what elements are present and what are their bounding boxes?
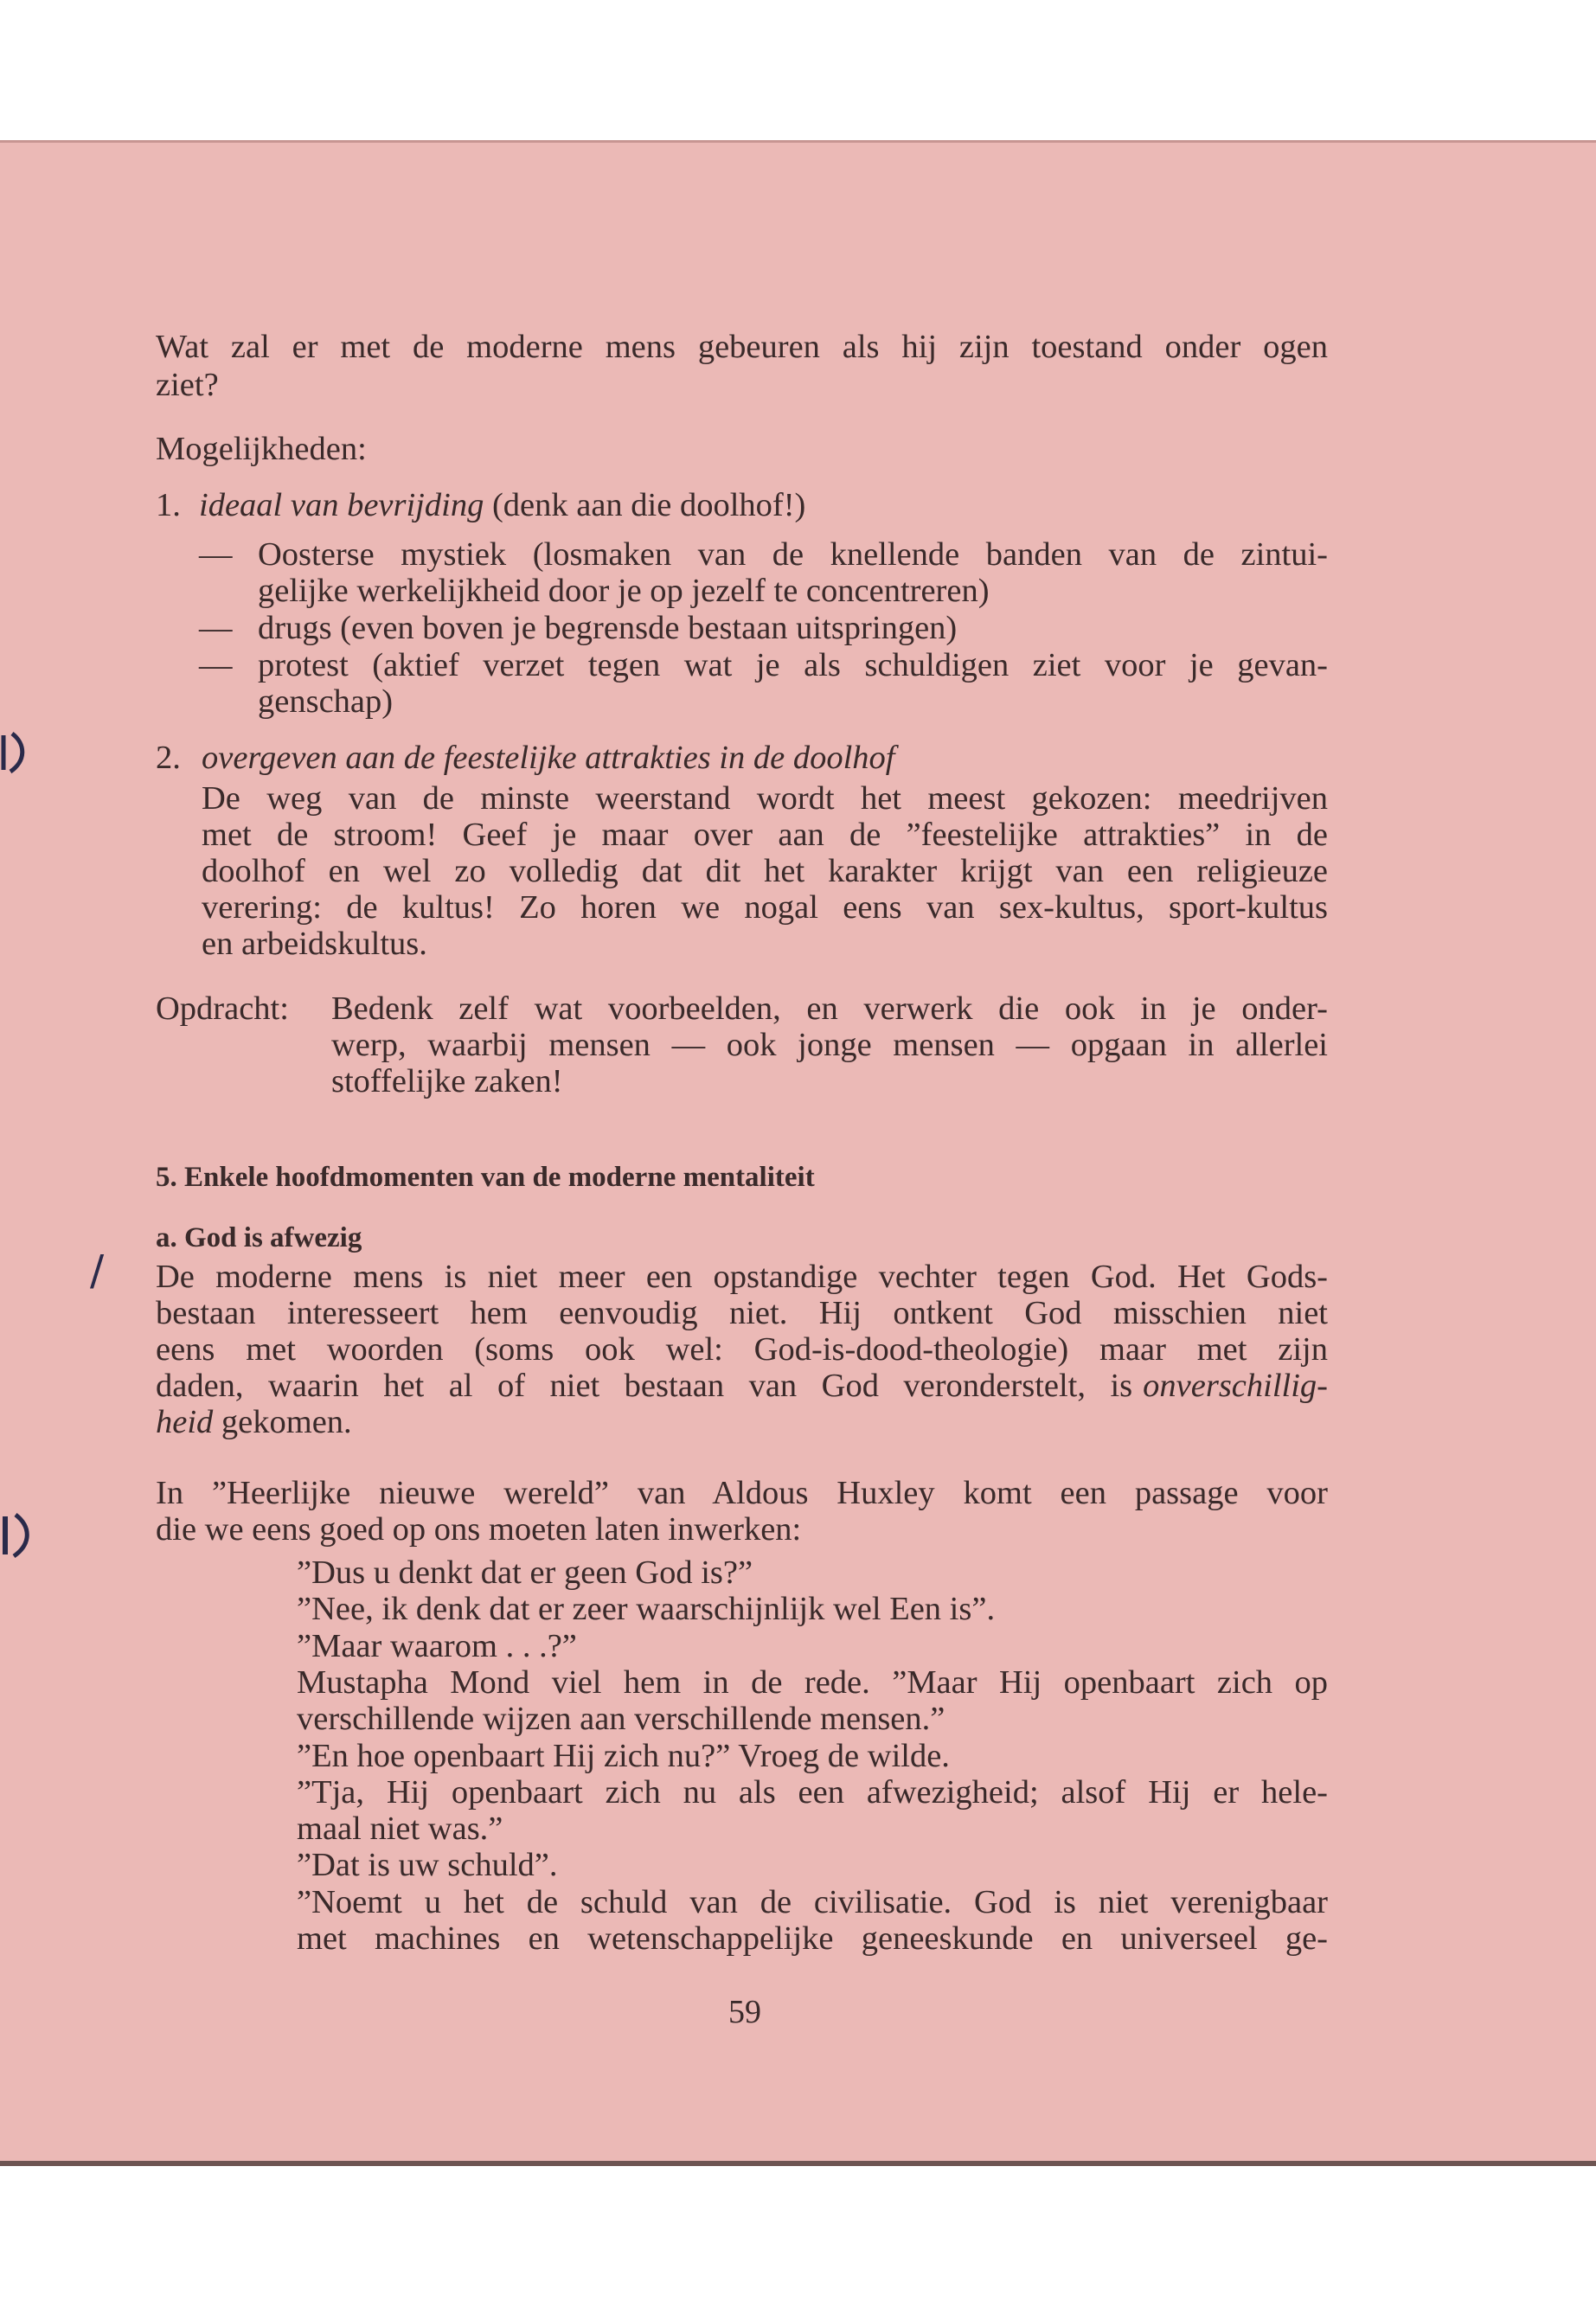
quote-line: ”Nee, ik denk dat er zeer waarschijnlijk wel Een is”. xyxy=(297,1591,996,1628)
item-1-title-suffix: (denk aan die doolhof!) xyxy=(491,487,806,523)
item-1-heading xyxy=(199,487,805,523)
dash: — xyxy=(199,536,233,573)
item-2-line-4: verering: de kultus! Zo horen we nogal eens van sex-kultus, sport-kultus xyxy=(202,889,1328,926)
item-1-title: ideaal van bevrijding xyxy=(199,487,484,523)
para-2-line-1: In ”Heerlijke nieuwe wereld” van Aldous Huxley komt een passage voor xyxy=(156,1475,1328,1511)
assignment-line-3: stoffelijke zaken! xyxy=(331,1063,563,1099)
quote-line: ”Maar waarom . . .?” xyxy=(297,1627,577,1664)
assignment-line-2: werp, waarbij mensen — ook jonge mensen — opgaan in allerlei xyxy=(331,1027,1328,1063)
section-heading: 5. Enkele hoofdmomenten van de moderne mentaliteit xyxy=(156,1162,815,1193)
quote-line: verschillende wijzen aan verschillende mensen.” xyxy=(297,1701,945,1738)
dash-item-3-line-1: protest (aktief verzet tegen wat je als schuldigen ziet voor je gevan- xyxy=(258,647,1328,683)
dash-item-2-line-1: drugs (even boven je begrensde bestaan uitspringen) xyxy=(258,610,958,646)
dash-item-3-line-2: genschap) xyxy=(258,683,394,720)
assignment-line-1: Bedenk zelf wat voorbeelden, en verwerk die ook in je onder- xyxy=(331,990,1328,1027)
para-1-line-4-text: daden, waarin het al of niet bestaan van God veronderstelt, is xyxy=(156,1368,1133,1404)
item-2-line-2: met de stroom! Geef je maar over aan de ”feestelijke attrakties” in de xyxy=(202,817,1328,853)
quote-line: ”Tja, Hij openbaart zich nu als een afwezigheid; alsof Hij er hele- xyxy=(297,1773,1328,1811)
dash: — xyxy=(199,610,233,646)
quote-line: ”Dat is uw schuld”. xyxy=(297,1847,558,1884)
quote-line: ”Dus u denkt dat er geen God is?” xyxy=(297,1554,753,1591)
margin-bracket-mark xyxy=(0,1509,38,1561)
para-1-line-1: De moderne mens is niet meer een opstandige vechter tegen God. Het Gods- xyxy=(156,1259,1328,1295)
para-1-line-3: eens met woorden (soms ook wel: God-is-dood-theologie) maar met zijn xyxy=(156,1331,1328,1368)
para-1-line-4-emph: onverschillig- xyxy=(1143,1368,1328,1404)
possibilities-label: Mogelijkheden: xyxy=(156,431,367,467)
item-1-number: 1. xyxy=(156,487,181,523)
intro-line-2: ziet? xyxy=(156,367,219,403)
assignment-label: Opdracht: xyxy=(156,990,289,1027)
para-1-line-5 xyxy=(156,1404,352,1440)
item-2-number: 2. xyxy=(156,740,181,776)
para-1-line-2: bestaan interesseert hem eenvoudig niet. Hij ontkent God misschien niet xyxy=(156,1295,1328,1331)
para-1-line-5-emph: heid xyxy=(156,1404,214,1440)
margin-bracket-mark xyxy=(0,727,35,779)
quote-line: ”Noemt u het de schuld van de civilisatie. God is niet verenigbaar xyxy=(297,1883,1328,1920)
dash: — xyxy=(199,647,233,683)
item-2-line-5: en arbeidskultus. xyxy=(202,926,427,962)
quote-line: maal niet was.” xyxy=(297,1811,503,1848)
quote-line: Mustapha Mond viel hem in de rede. ”Maar Hij openbaart zich op xyxy=(297,1663,1328,1701)
subsection-heading: a. God is afwezig xyxy=(156,1222,362,1253)
dash-item-1-line-2: gelijke werkelijkheid door je op jezelf te concentreren) xyxy=(258,573,990,609)
dash-item-1-line-1: Oosterse mystiek (losmaken van de knellende banden van de zintui- xyxy=(258,536,1328,573)
para-2-line-2: die we eens goed op ons moeten laten inwerken: xyxy=(156,1511,802,1548)
margin-slash-mark: / xyxy=(90,1247,105,1295)
item-2-title xyxy=(202,740,894,776)
quote-line: ”En hoe openbaart Hij zich nu?” Vroeg de wilde. xyxy=(297,1737,950,1774)
item-2-line-3: doolhof en wel zo volledig dat dit het karakter krijgt van een religieuze xyxy=(202,853,1328,889)
quote-line: met machines en wetenschappelijke geneeskunde en universeel ge- xyxy=(297,1920,1328,1957)
intro-line-1: Wat zal er met de moderne mens gebeuren als hij zijn toestand onder ogen xyxy=(156,329,1328,365)
para-1-line-5-text: gekomen. xyxy=(221,1404,352,1440)
item-2-line-1: De weg van de minste weerstand wordt het meest gekozen: meedrijven xyxy=(202,780,1328,817)
page-number: 59 xyxy=(728,1994,761,2030)
para-1-line-4 xyxy=(156,1368,1328,1404)
item-2-title-text: overgeven aan de feestelijke attrakties in de doolhof xyxy=(202,740,895,776)
